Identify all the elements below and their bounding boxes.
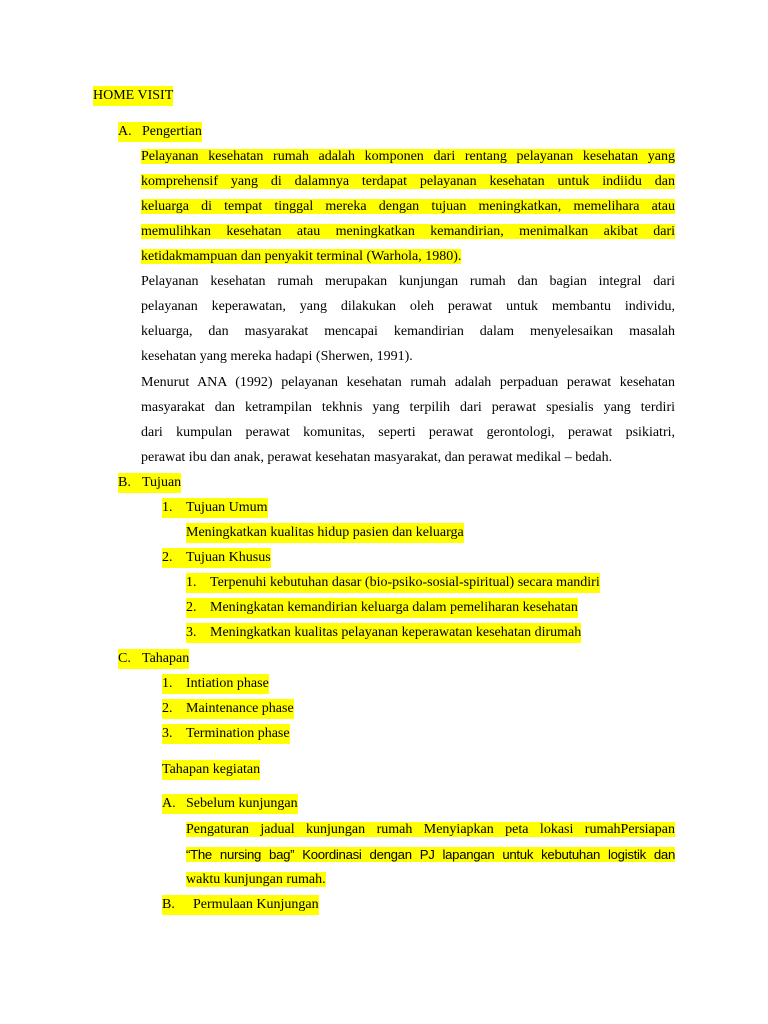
phase-item-2: 2. Maintenance phase <box>162 699 294 719</box>
tahapan-kegiatan-heading: Tahapan kegiatan <box>162 760 260 780</box>
doc-title: HOME VISIT <box>93 86 173 106</box>
para1-line-4: memulihkan kesehatan atau meningkatkan kemandirian, menimalkan akibat dari <box>141 224 675 239</box>
section-b-heading <box>118 473 181 493</box>
phase-item-1: 1. Intiation phase <box>162 674 269 694</box>
section-a-label: A. <box>118 124 132 139</box>
para3-line-4: perawat ibu dan anak, perawat kesehatan masyarakat, dan perawat medikal – bedah. <box>141 450 613 465</box>
tujuan-khusus-item-3: 3. Meningkatkan kualitas pelayanan keperawatan kesehatan dirumah <box>186 623 581 643</box>
section-c-label: C. <box>118 651 131 666</box>
section-c-heading <box>118 649 189 669</box>
para2-line-3: keluarga, dan masyarakat mencapai kemandirian dalam menyelesaikan masalah <box>141 324 675 339</box>
tujuan-umum-text: Meningkatkan kualitas hidup pasien dan keluarga <box>186 523 464 543</box>
para1-line-1: Pelayanan kesehatan rumah adalah komponen dari rentang pelayanan kesehatan yang <box>141 149 675 164</box>
para1-line-5: ketidakmampuan dan penyakit terminal (Warhola, 1980). <box>141 249 462 264</box>
para3-line-2: masyarakat dan ketrampilan tekhnis yang terpilih dari perawat spesialis yang terdiri <box>141 400 675 415</box>
sub-b-heading: B. Permulaan Kunjungan <box>162 895 319 915</box>
section-c-title: Tahapan <box>142 651 190 666</box>
sub-a-line-2: “The nursing bag” Koordinasi dengan PJ lapangan untuk kebutuhan logistik dan <box>186 847 675 862</box>
section-b-title: Tujuan <box>142 475 182 490</box>
para1-line-2: komprehensif yang di dalamnya terdapat pelayanan kesehatan untuk indiidu dan <box>141 174 675 189</box>
sub-a-line-1: Pengaturan jadual kunjungan rumah Menyiapkan peta lokasi rumahPersiapan <box>186 822 675 837</box>
section-a-heading <box>118 122 202 142</box>
tujuan-umum-heading: 1. Tujuan Umum <box>162 498 268 518</box>
para2-line-2: pelayanan keperawatan, yang dilakukan oleh perawat untuk membantu individu, <box>141 299 675 314</box>
section-a-title: Pengertian <box>142 124 202 139</box>
para2-line-4: kesehatan yang mereka hadapi (Sherwen, 1991). <box>141 349 413 364</box>
para3-line-3: dari kumpulan perawat komunitas, seperti perawat gerontologi, perawat psikiatri, <box>141 425 675 440</box>
tujuan-khusus-heading: 2. Tujuan Khusus <box>162 548 271 568</box>
tujuan-khusus-item-1: 1. Terpenuhi kebutuhan dasar (bio-psiko-sosial-spiritual) secara mandiri <box>186 573 600 593</box>
para1-line-3: keluarga di tempat tinggal mereka dengan tujuan meningkatkan, memelihara atau <box>141 199 675 214</box>
phase-item-3: 3. Termination phase <box>162 724 290 744</box>
sub-a-heading: A. Sebelum kunjungan <box>162 794 298 814</box>
section-b-label: B. <box>118 475 131 490</box>
para2-line-1: Pelayanan kesehatan rumah merupakan kunjungan rumah dan bagian integral dari <box>141 274 675 289</box>
para3-line-1: Menurut ANA (1992) pelayanan kesehatan rumah adalah perpaduan perawat kesehatan <box>141 375 675 390</box>
sub-a-line-3: waktu kunjungan rumah. <box>186 872 326 887</box>
tujuan-khusus-item-2: 2. Meningkatan kemandirian keluarga dalam pemeliharan kesehatan <box>186 598 578 618</box>
